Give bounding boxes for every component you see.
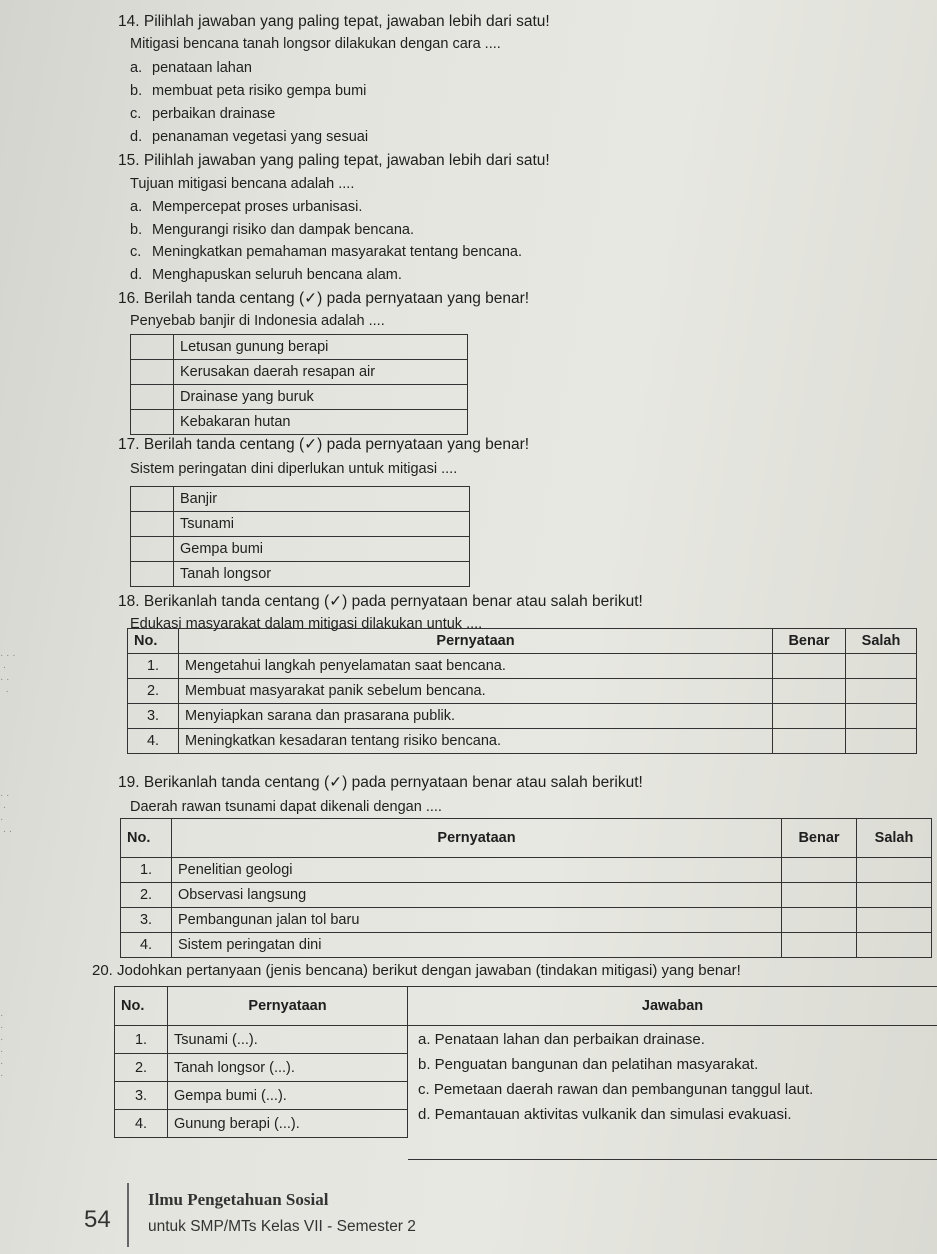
true-checkbox-cell[interactable]	[773, 679, 846, 704]
question-15-title: 15. Pilihlah jawaban yang paling tepat, jawaban lebih dari satu!	[118, 152, 550, 169]
header-statement: Pernyataan	[168, 987, 408, 1026]
table-row	[121, 858, 932, 883]
question-14-option-d: d. penanaman vegetasi yang sesuai	[130, 129, 369, 145]
true-checkbox-cell[interactable]	[773, 654, 846, 679]
answer-header: Jawaban	[408, 987, 937, 1026]
checklist-item: Tanah longsor	[174, 562, 470, 587]
checklist-row	[131, 537, 470, 562]
table-header-row	[121, 819, 932, 858]
true-checkbox-cell[interactable]	[773, 704, 846, 729]
checklist-row	[131, 562, 470, 587]
row-statement: Membuat masyarakat panik sebelum bencana.	[179, 679, 773, 704]
page-number: 54	[84, 1206, 111, 1233]
row-statement: Tsunami (...).	[168, 1026, 408, 1054]
checkbox-cell[interactable]	[131, 562, 174, 587]
false-checkbox-cell[interactable]	[846, 654, 917, 679]
header-no: No.	[128, 629, 179, 654]
question-19-table	[120, 818, 932, 958]
table-row	[121, 933, 932, 958]
false-checkbox-cell[interactable]	[857, 858, 932, 883]
table-row	[121, 883, 932, 908]
header-no: No.	[121, 819, 172, 858]
question-18-title: 18. Berikanlah tanda centang (✓) pada pernyataan benar atau salah berikut!	[118, 593, 643, 610]
header-true: Benar	[773, 629, 846, 654]
question-17-stem: Sistem peringatan dini diperlukan untuk mitigasi ....	[130, 461, 458, 477]
checkbox-cell[interactable]	[131, 360, 174, 385]
header-no: No.	[115, 987, 168, 1026]
checkbox-cell[interactable]	[131, 487, 174, 512]
table-row	[128, 729, 917, 754]
question-16-stem: Penyebab banjir di Indonesia adalah ....	[130, 313, 385, 329]
question-16-title: 16. Berilah tanda centang (✓) pada pernyataan yang benar!	[118, 290, 530, 307]
row-number: 2.	[128, 679, 179, 704]
row-statement: Observasi langsung	[172, 883, 782, 908]
table-row	[128, 654, 917, 679]
question-15-option-c: c. Meningkatkan pemahaman masyarakat tentang bencana.	[130, 244, 522, 260]
row-number: 2.	[115, 1054, 168, 1082]
margin-dots: · · · · · ·	[0, 1010, 4, 1081]
question-17-title: 17. Berilah tanda centang (✓) pada pernyataan yang benar!	[118, 436, 530, 453]
footer-divider	[127, 1183, 129, 1247]
row-statement: Gunung berapi (...).	[168, 1110, 408, 1138]
checklist-row	[131, 360, 468, 385]
row-number: 4.	[128, 729, 179, 754]
false-checkbox-cell[interactable]	[857, 908, 932, 933]
table-row	[115, 1026, 408, 1054]
row-number: 3.	[115, 1082, 168, 1110]
margin-dots: · · · · · ·	[0, 790, 13, 837]
row-number: 4.	[121, 933, 172, 958]
row-number: 2.	[121, 883, 172, 908]
checklist-row	[131, 410, 468, 435]
header-statement: Pernyataan	[172, 819, 782, 858]
table-header-row	[128, 629, 917, 654]
row-number: 3.	[121, 908, 172, 933]
header-false: Salah	[857, 819, 932, 858]
header-statement: Pernyataan	[179, 629, 773, 654]
question-14-stem: Mitigasi bencana tanah longsor dilakukan dengan cara ....	[130, 36, 501, 52]
row-number: 1.	[128, 654, 179, 679]
checklist-item: Letusan gunung berapi	[174, 335, 468, 360]
question-19-title: 19. Berikanlah tanda centang (✓) pada pernyataan benar atau salah berikut!	[118, 774, 643, 791]
checkbox-cell[interactable]	[131, 385, 174, 410]
question-14-option-a: a. penataan lahan	[130, 60, 252, 76]
true-checkbox-cell[interactable]	[782, 908, 857, 933]
header-false: Salah	[846, 629, 917, 654]
question-20-left-table	[114, 986, 408, 1138]
checklist-item: Drainase yang buruk	[174, 385, 468, 410]
header-true: Benar	[782, 819, 857, 858]
question-15-option-a: a. Mempercepat proses urbanisasi.	[130, 199, 363, 215]
row-statement: Sistem peringatan dini	[172, 933, 782, 958]
answer-column	[408, 986, 937, 1160]
checklist-row	[131, 385, 468, 410]
checklist-row	[131, 512, 470, 537]
answer-option-d: d. Pemantauan aktivitas vulkanik dan simulasi evakuasi.	[418, 1106, 792, 1123]
row-statement: Meningkatkan kesadaran tentang risiko bencana.	[179, 729, 773, 754]
true-checkbox-cell[interactable]	[782, 858, 857, 883]
checklist-item: Kebakaran hutan	[174, 410, 468, 435]
question-15-option-b: b. Mengurangi risiko dan dampak bencana.	[130, 222, 414, 238]
answer-option-c: c. Pemetaan daerah rawan dan pembangunan tanggul laut.	[418, 1081, 814, 1098]
table-header-row	[115, 987, 408, 1026]
row-statement: Mengetahui langkah penyelamatan saat bencana.	[179, 654, 773, 679]
row-number: 4.	[115, 1110, 168, 1138]
question-15-option-d: d. Menghapuskan seluruh bencana alam.	[130, 267, 402, 283]
checklist-item: Kerusakan daerah resapan air	[174, 360, 468, 385]
table-row	[121, 908, 932, 933]
false-checkbox-cell[interactable]	[857, 933, 932, 958]
row-statement: Menyiapkan sarana dan prasarana publik.	[179, 704, 773, 729]
answer-option-a: a. Penataan lahan dan perbaikan drainase.	[418, 1031, 705, 1048]
question-14-option-b: b. membuat peta risiko gempa bumi	[130, 83, 367, 99]
row-number: 1.	[121, 858, 172, 883]
row-number: 3.	[128, 704, 179, 729]
checkbox-cell[interactable]	[131, 537, 174, 562]
true-checkbox-cell[interactable]	[782, 883, 857, 908]
checklist-item: Banjir	[174, 487, 470, 512]
checklist-row	[131, 335, 468, 360]
answer-option-b: b. Penguatan bangunan dan pelatihan masyarakat.	[418, 1056, 759, 1073]
margin-dots: · · · · · · ·	[0, 650, 16, 697]
false-checkbox-cell[interactable]	[846, 679, 917, 704]
question-17-checklist	[130, 486, 470, 587]
question-15-stem: Tujuan mitigasi bencana adalah ....	[130, 176, 355, 192]
book-subtitle: untuk SMP/MTs Kelas VII - Semester 2	[148, 1218, 416, 1235]
book-title: Ilmu Pengetahuan Sosial	[148, 1190, 329, 1209]
table-row	[115, 1110, 408, 1138]
checklist-item: Gempa bumi	[174, 537, 470, 562]
table-row	[115, 1082, 408, 1110]
false-checkbox-cell[interactable]	[846, 729, 917, 754]
checklist-item: Tsunami	[174, 512, 470, 537]
checkbox-cell[interactable]	[131, 335, 174, 360]
question-16-checklist	[130, 334, 468, 435]
false-checkbox-cell[interactable]	[857, 883, 932, 908]
table-row	[128, 679, 917, 704]
table-row	[115, 1054, 408, 1082]
question-18-table	[127, 628, 917, 754]
row-number: 1.	[115, 1026, 168, 1054]
true-checkbox-cell[interactable]	[773, 729, 846, 754]
question-18-stem: Edukasi masyarakat dalam mitigasi dilakukan untuk ....	[130, 616, 483, 632]
checklist-row	[131, 487, 470, 512]
row-statement: Gempa bumi (...).	[168, 1082, 408, 1110]
question-20-matching	[114, 986, 937, 1160]
checkbox-cell[interactable]	[131, 512, 174, 537]
question-14-title: 14. Pilihlah jawaban yang paling tepat, jawaban lebih dari satu!	[118, 13, 550, 30]
question-19-stem: Daerah rawan tsunami dapat dikenali dengan ....	[130, 799, 442, 815]
row-statement: Tanah longsor (...).	[168, 1054, 408, 1082]
question-20-title: 20. Jodohkan pertanyaan (jenis bencana) berikut dengan jawaban (tindakan mitigasi) yang benar!	[92, 962, 741, 979]
checkbox-cell[interactable]	[131, 410, 174, 435]
table-row	[128, 704, 917, 729]
false-checkbox-cell[interactable]	[846, 704, 917, 729]
true-checkbox-cell[interactable]	[782, 933, 857, 958]
row-statement: Penelitian geologi	[172, 858, 782, 883]
row-statement: Pembangunan jalan tol baru	[172, 908, 782, 933]
question-14-option-c: c. perbaikan drainase	[130, 106, 276, 122]
